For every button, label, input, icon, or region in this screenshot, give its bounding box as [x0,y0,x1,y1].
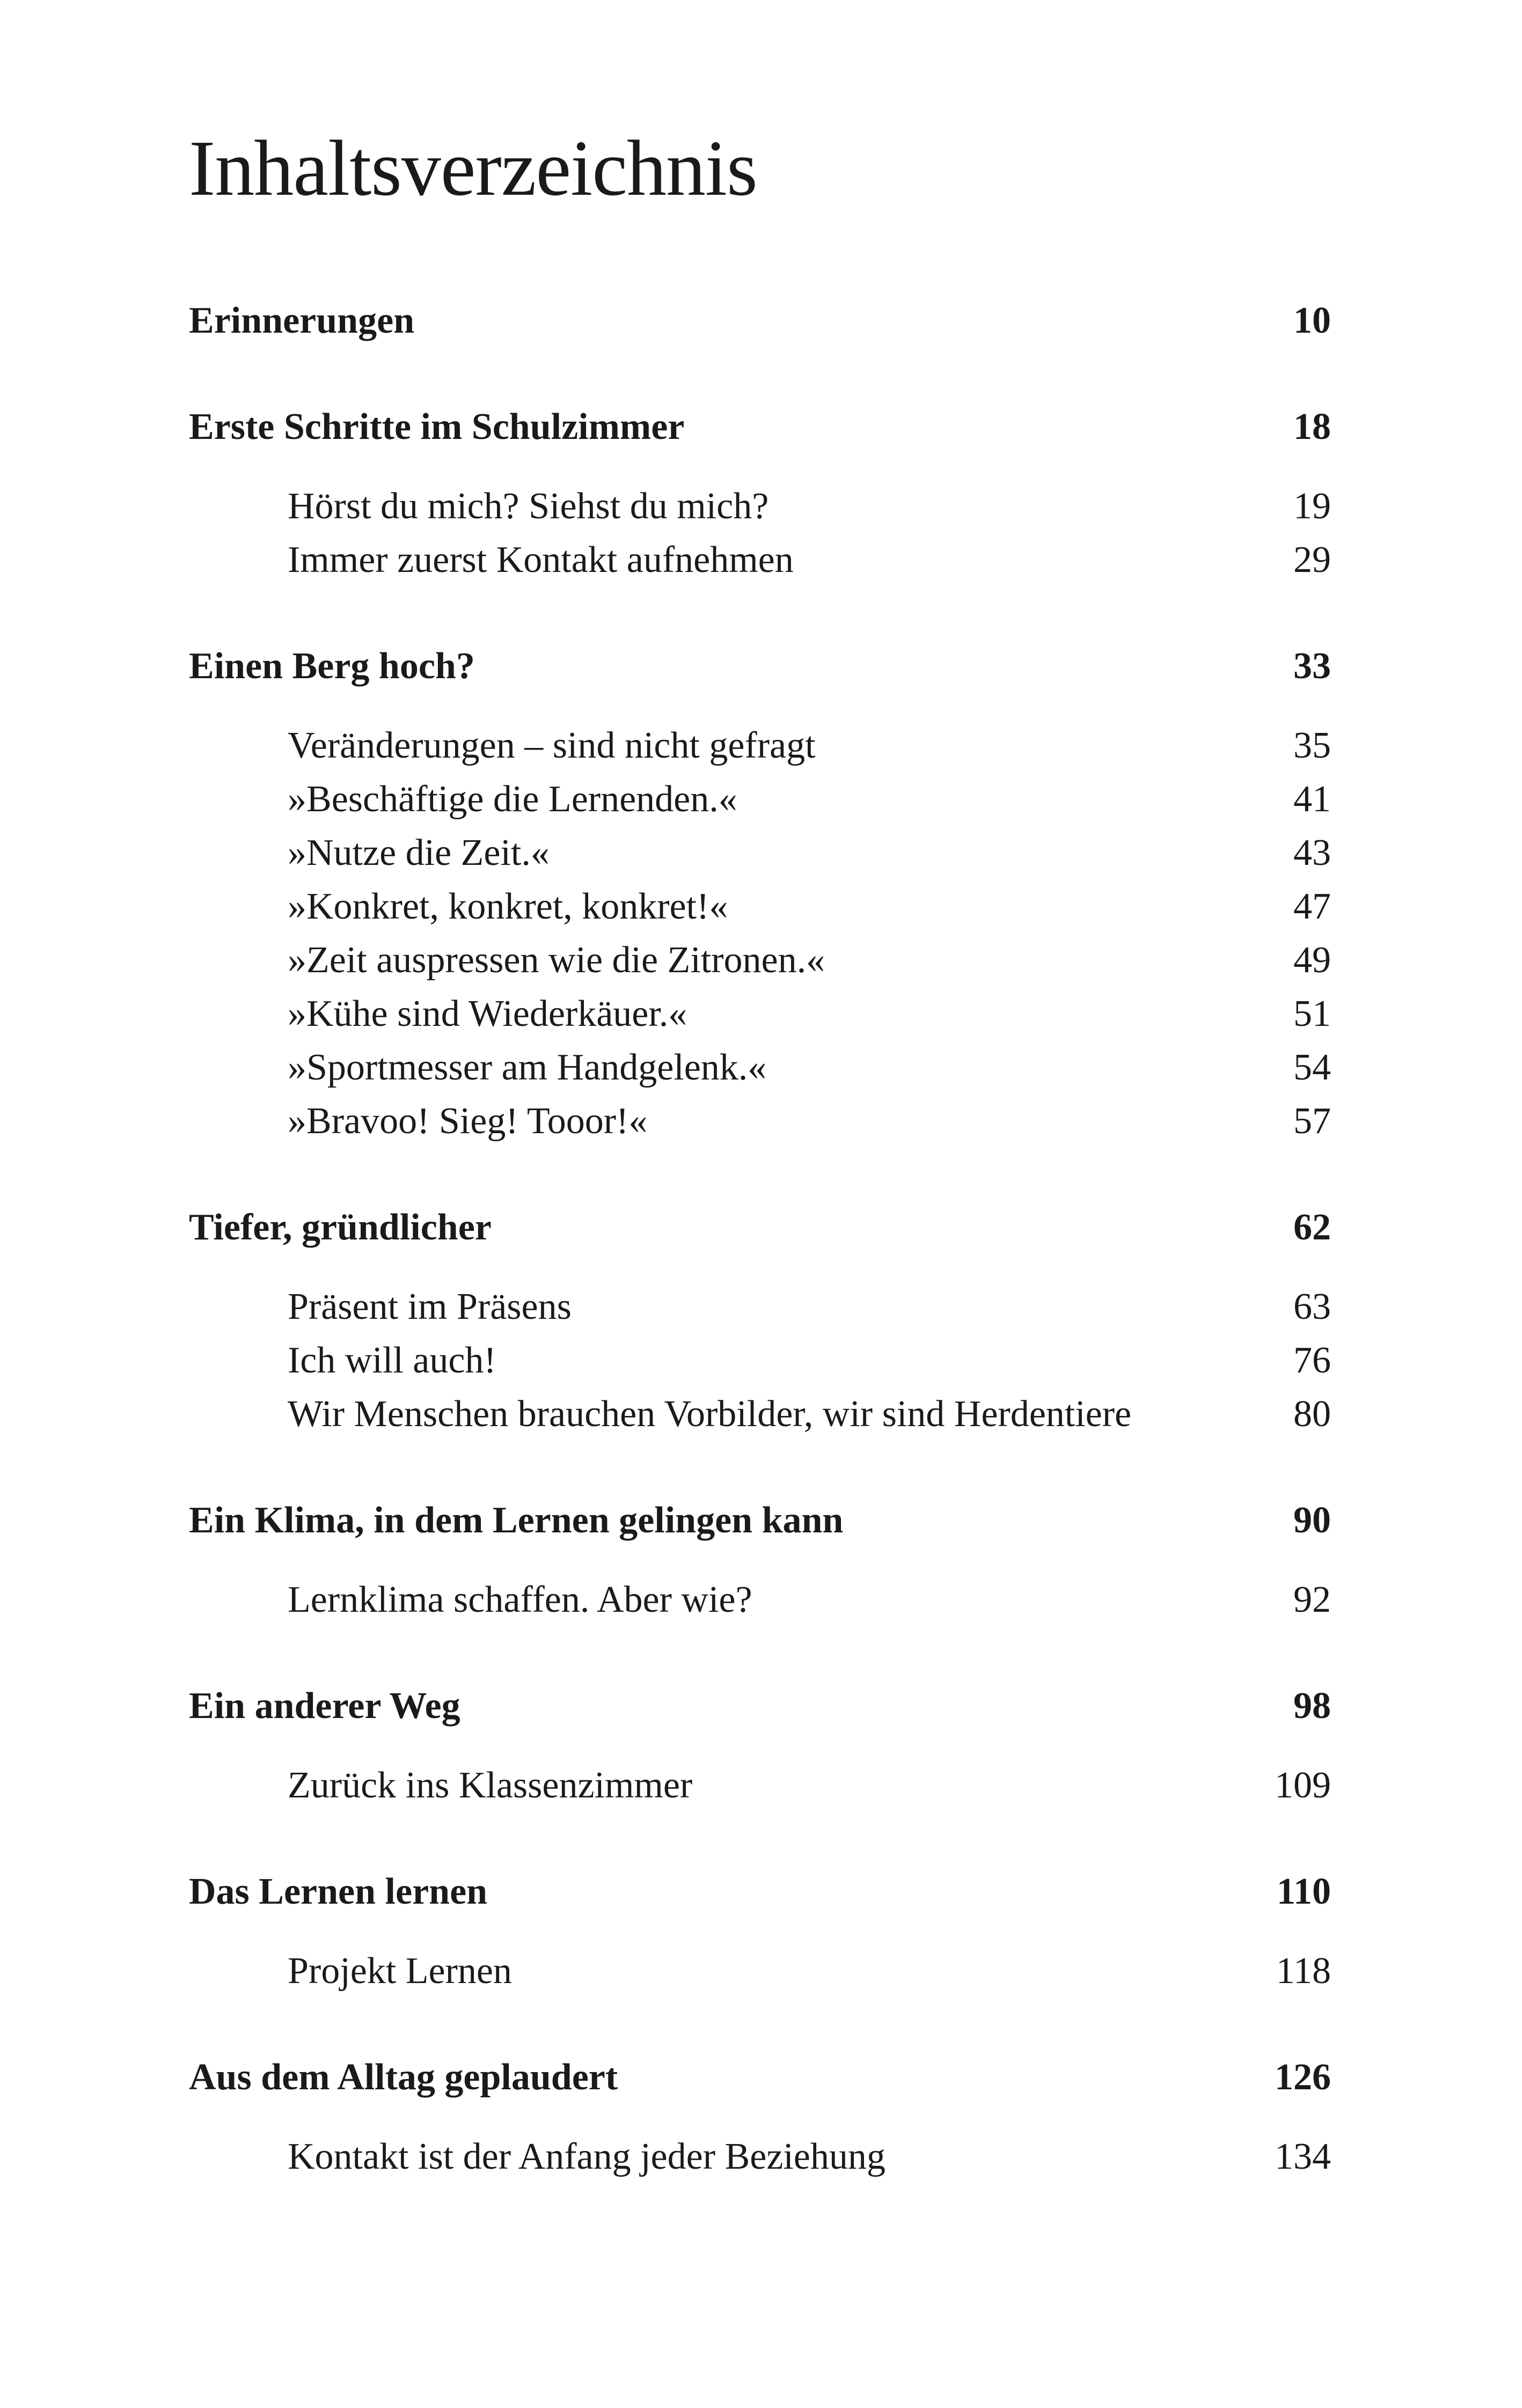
toc-entry [189,1759,1331,1812]
toc-chapter [189,2051,1331,2104]
entry-page-number: 54 [1293,1047,1331,1088]
entry-page-number: 80 [1293,1393,1331,1435]
entry-page-number: 134 [1275,2136,1331,2177]
chapter-title: Einen Berg hoch? [189,645,475,687]
chapter-page-number: 10 [1293,300,1331,341]
toc-entry [189,773,1331,826]
toc-entry [189,1573,1331,1627]
toc-chapter [189,1201,1331,1254]
toc-entry [189,1944,1331,1998]
entry-title: Immer zuerst Kontakt aufnehmen [288,539,794,581]
chapter-page-number: 126 [1275,2057,1331,2098]
entry-page-number: 19 [1293,486,1331,527]
toc-chapter [189,294,1331,348]
page-title: Inhaltsverzeichnis [189,124,757,212]
entry-title: »Bravoo! Sieg! Tooor!« [288,1100,648,1142]
chapter-title: Aus dem Alltag geplaudert [189,2057,618,2098]
table-of-contents [189,294,1331,2184]
entry-page-number: 35 [1293,725,1331,766]
entry-title: Präsent im Präsens [288,1286,572,1327]
chapter-title: Erste Schritte im Schulzimmer [189,406,685,447]
entry-title: Hörst du mich? Siehst du mich? [288,486,769,527]
chapter-title: Erinnerungen [189,300,415,341]
entry-title: »Zeit auspressen wie die Zitronen.« [288,939,825,981]
chapter-page-number: 33 [1293,645,1331,687]
toc-chapter [189,1679,1331,1733]
chapter-page-number: 90 [1293,1500,1331,1541]
toc-chapter [189,400,1331,454]
toc-entry [189,826,1331,880]
toc-entry [189,987,1331,1041]
toc-chapter [189,1865,1331,1919]
entry-title: Lernklima schaffen. Aber wie? [288,1579,752,1620]
chapter-page-number: 110 [1276,1871,1331,1912]
entry-title: »Kühe sind Wiederkäuer.« [288,993,687,1034]
chapter-page-number: 98 [1293,1685,1331,1727]
toc-entry [189,1334,1331,1387]
entry-page-number: 109 [1275,1765,1331,1806]
entry-page-number: 47 [1293,886,1331,927]
entry-title: Zurück ins Klassenzimmer [288,1765,693,1806]
toc-entry [189,1280,1331,1334]
chapter-title: Tiefer, gründlicher [189,1207,492,1248]
entry-title: »Nutze die Zeit.« [288,832,550,873]
chapter-page-number: 18 [1293,406,1331,447]
entry-title: »Sportmesser am Handgelenk.« [288,1047,767,1088]
chapter-title: Ein Klima, in dem Lernen gelingen kann [189,1500,844,1541]
entry-page-number: 43 [1293,832,1331,873]
toc-entry [189,2130,1331,2184]
entry-page-number: 51 [1293,993,1331,1034]
toc-entry [189,1041,1331,1095]
entry-title: »Beschäftige die Lernenden.« [288,779,737,820]
entry-title: Veränderungen – sind nicht gefragt [288,725,816,766]
toc-chapter [189,1494,1331,1547]
toc-entry [189,1387,1331,1441]
entry-page-number: 41 [1293,779,1331,820]
toc-entry [189,880,1331,934]
chapter-page-number: 62 [1293,1207,1331,1248]
entry-title: Ich will auch! [288,1340,496,1381]
entry-page-number: 92 [1293,1579,1331,1620]
chapter-title: Das Lernen lernen [189,1871,488,1912]
entry-page-number: 76 [1293,1340,1331,1381]
entry-title: Wir Menschen brauchen Vorbilder, wir sind Herdentiere [288,1393,1132,1435]
entry-page-number: 63 [1293,1286,1331,1327]
entry-title: Projekt Lernen [288,1950,512,1992]
entry-title: Kontakt ist der Anfang jeder Beziehung [288,2136,886,2177]
toc-entry [189,533,1331,587]
entry-page-number: 118 [1276,1950,1331,1992]
entry-page-number: 49 [1293,939,1331,981]
toc-entry [189,1095,1331,1148]
toc-entry [189,719,1331,773]
toc-entry [189,480,1331,533]
entry-page-number: 29 [1293,539,1331,581]
entry-page-number: 57 [1293,1100,1331,1142]
toc-entry [189,934,1331,987]
entry-title: »Konkret, konkret, konkret!« [288,886,728,927]
toc-chapter [189,640,1331,693]
chapter-title: Ein anderer Weg [189,1685,460,1727]
